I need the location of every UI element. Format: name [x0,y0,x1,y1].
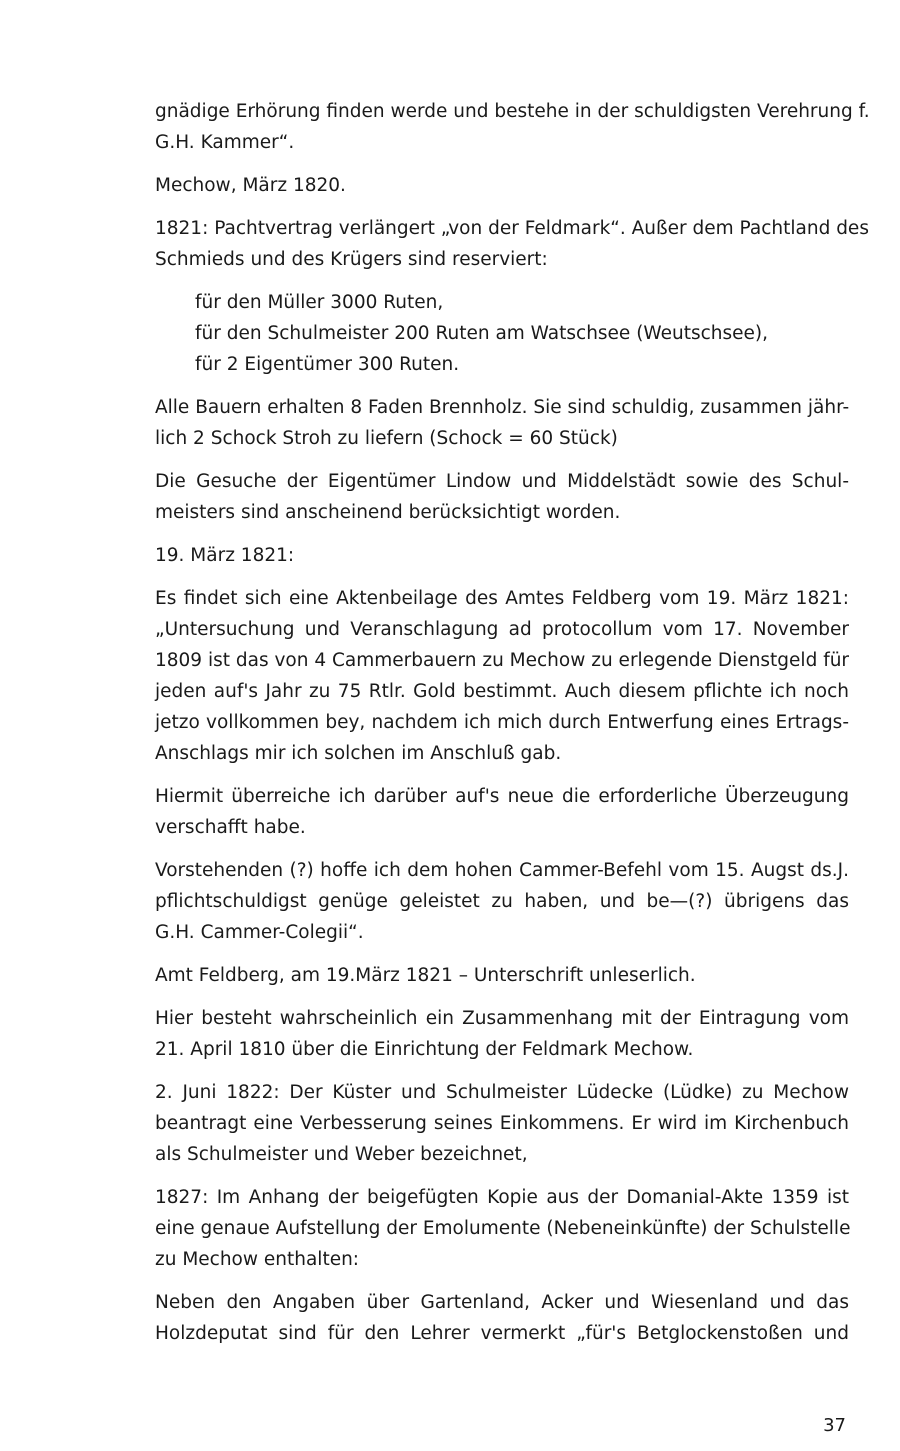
text-line: Hiermit überreiche ich darüber auf's neue die erforderliche Überzeugung [155,786,849,807]
list-item: für den Müller 3000 Ruten, [195,292,444,313]
text-line: beantragt eine Verbesserung seines Einkommens. Er wird im Kirchenbuch [155,1113,849,1134]
text-line: lich 2 Schock Stroh zu liefern (Schock = 60 Stück) [155,428,618,449]
text-line: 2. Juni 1822: Der Küster und Schulmeister Lüdecke (Lüdke) zu Mechow [155,1082,849,1103]
text-line: Vorstehenden (?) hoffe ich dem hohen Cammer-Befehl vom 15. Augst ds.J. [155,860,849,881]
paragraph [155,781,849,843]
text-line: eine genaue Aufstellung der Emolumente (Nebeneinkünfte) der Schulstelle [155,1218,851,1239]
text-line: zu Mechow enthalten: [155,1249,360,1270]
text-line: 1821: Pachtvertrag verlängert „von der Feldmark“. Außer dem Pachtland des [155,218,869,239]
paragraph [155,583,849,769]
text-line: Holzdeputat sind für den Lehrer vermerkt „für's Betglockenstoßen und [155,1323,849,1344]
text-line: pflichtschuldigst genüge geleistet zu haben, und be—(?) übrigens das [155,891,849,912]
list-item: für 2 Eigentümer 300 Ruten. [195,354,460,375]
paragraph [155,855,849,948]
text-line: als Schulmeister und Weber bezeichnet, [155,1144,528,1165]
text-line: Amt Feldberg, am 19.März 1821 – Unterschrift unleserlich. [155,965,696,986]
text-line: gnädige Erhörung finden werde und bestehe in der schuldigsten Verehrung f. [155,101,870,122]
paragraph [155,1182,849,1275]
text-line: jeden auf's Jahr zu 75 Rtlr. Gold bestimmt. Auch diesem pflichte ich noch [155,681,849,702]
text-line: Hier besteht wahrscheinlich ein Zusammenhang mit der Eintragung vom [155,1008,849,1029]
paragraph [155,540,849,571]
paragraph [155,96,870,158]
paragraph [155,466,849,528]
text-line: 21. April 1810 über die Einrichtung der Feldmark Mechow. [155,1039,694,1060]
text-line: G.H. Cammer-Colegii“. [155,922,364,943]
text-line: Schmieds und des Krügers sind reserviert: [155,249,548,270]
text-line: Die Gesuche der Eigentümer Lindow und Middelstädt sowie des Schul- [155,471,849,492]
indented-list [195,287,849,380]
text-line: jetzo vollkommen bey, nachdem ich mich durch Entwerfung eines Ertrags- [155,712,849,733]
paragraph [155,213,869,275]
text-line: Neben den Angaben über Gartenland, Acker und Wiesenland und das [155,1292,849,1313]
text-line: „Untersuchung und Veranschlagung ad protocollum vom 17. November [155,619,849,640]
text-line: 19. März 1821: [155,545,295,566]
page-number: 37 [823,1415,846,1436]
text-line: Alle Bauern erhalten 8 Faden Brennholz. Sie sind schuldig, zusammen jähr- [155,397,850,418]
paragraph [155,392,849,454]
text-line: Es findet sich eine Aktenbeilage des Amtes Feldberg vom 19. März 1821: [155,588,849,609]
text-line: meisters sind anscheinend berücksichtigt worden. [155,502,621,523]
paragraph [155,1287,849,1349]
text-line: verschafft habe. [155,817,306,838]
body-text [155,96,870,1361]
paragraph [155,960,849,991]
text-line: 1827: Im Anhang der beigefügten Kopie aus der Domanial-Akte 1359 ist [155,1187,849,1208]
text-line: Anschlags mir ich solchen im Anschluß gab. [155,743,562,764]
text-line: 1809 ist das von 4 Cammerbauern zu Mechow zu erlegende Dienstgeld für [155,650,850,671]
list-item: für den Schulmeister 200 Ruten am Watschsee (Weutschsee), [195,323,769,344]
text-line: Mechow, März 1820. [155,175,346,196]
paragraph [155,1003,849,1065]
paragraph [155,1077,849,1170]
text-line: G.H. Kammer“. [155,132,295,153]
paragraph [155,170,849,201]
